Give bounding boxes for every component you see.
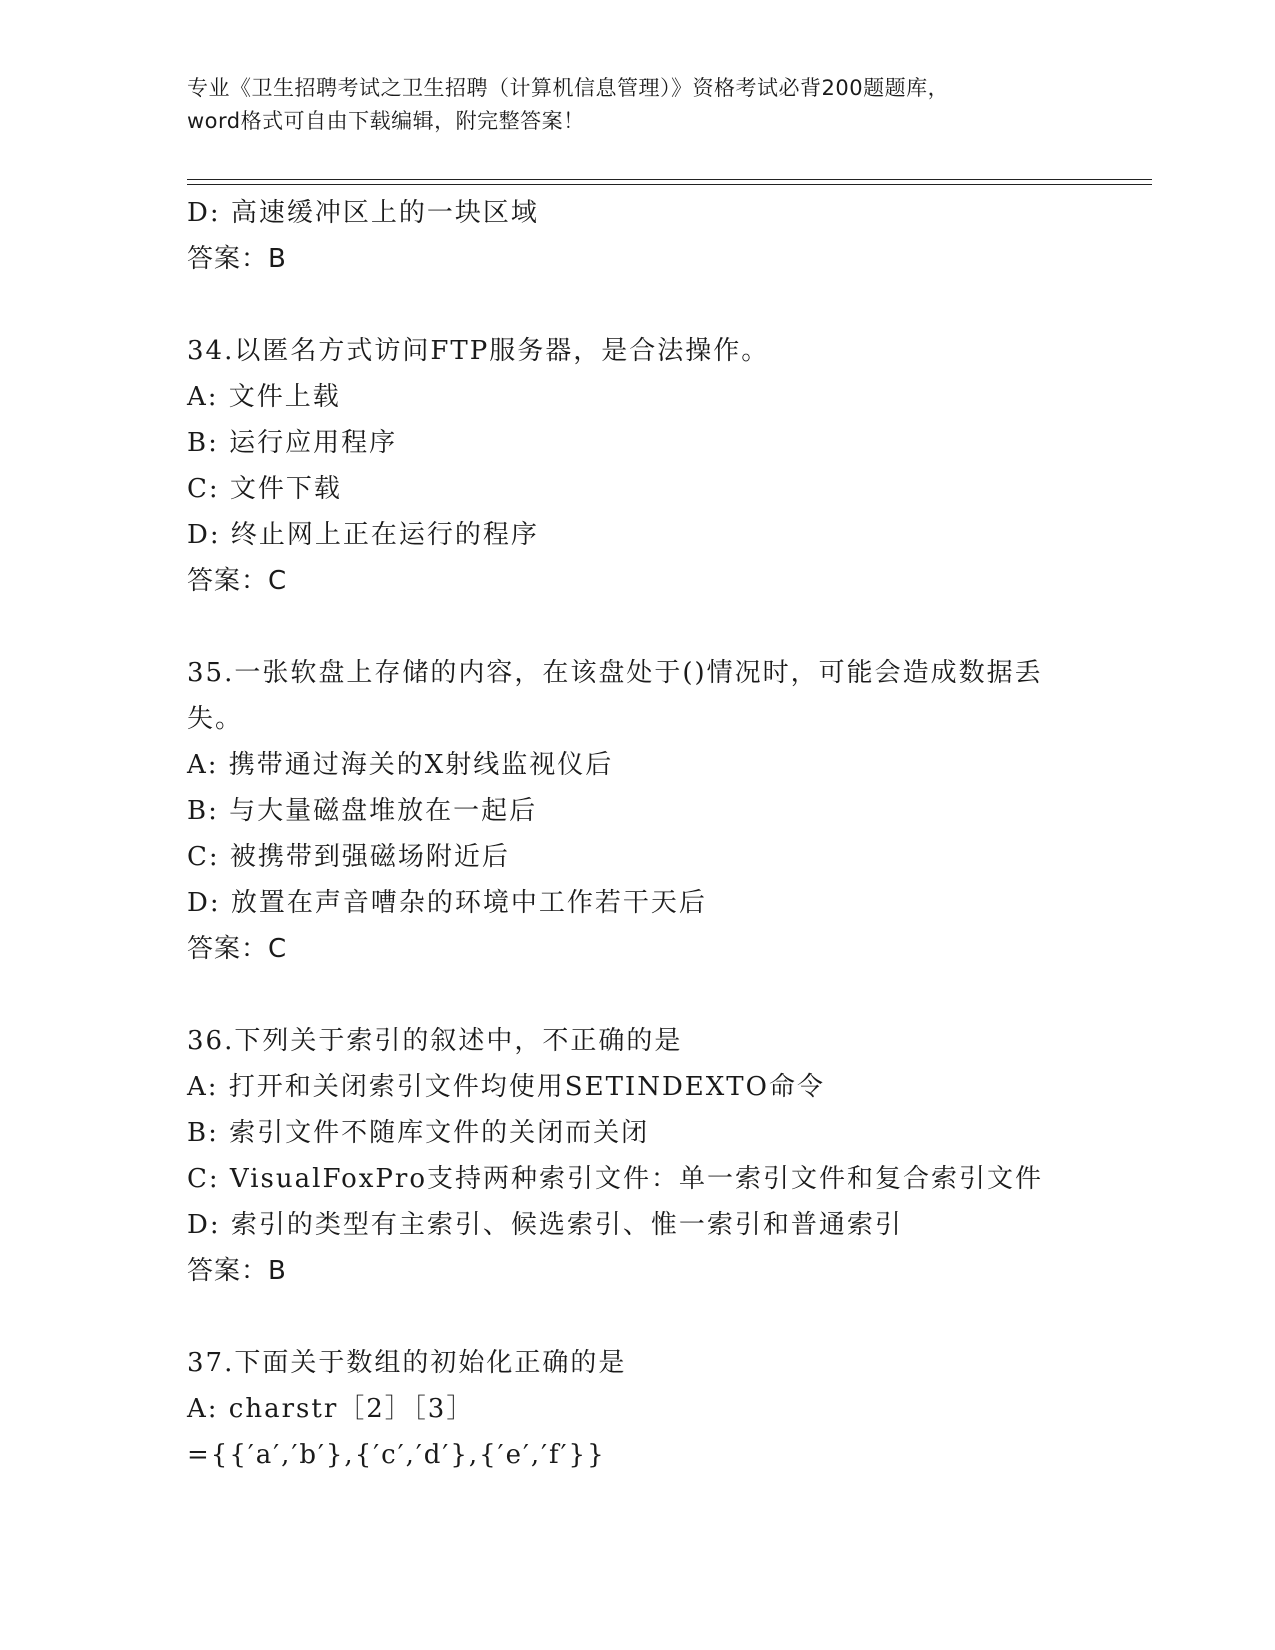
option-d: D: 终止网上正在运行的程序 — [187, 520, 539, 550]
spacer — [187, 282, 1087, 328]
question-content — [187, 190, 1087, 1478]
question-34 — [187, 328, 1087, 604]
question-title-line-2: 失。 — [187, 704, 244, 734]
option-b: B: 与大量磁盘堆放在一起后 — [187, 796, 538, 826]
question-37 — [187, 1340, 1087, 1478]
document-header — [187, 72, 1087, 138]
option-b: B: 索引文件不随库文件的关闭而关闭 — [187, 1118, 650, 1148]
option-a: A: 文件上载 — [187, 382, 341, 412]
header-line-1: 专业《卫生招聘考试之卫生招聘（计算机信息管理）》资格考试必背200题题库， — [187, 76, 950, 100]
option-b: B: 运行应用程序 — [187, 428, 398, 458]
spacer — [187, 1294, 1087, 1340]
spacer — [187, 972, 1087, 1018]
prev-answer: 答案：B — [187, 244, 287, 274]
question-title: 34.以匿名方式访问FTP服务器，是合法操作。 — [187, 336, 770, 366]
spacer — [187, 604, 1087, 650]
option-a: A: 打开和关闭索引文件均使用SETINDEXTO命令 — [187, 1072, 825, 1102]
question-title: 36.下列关于索引的叙述中，不正确的是 — [187, 1026, 683, 1056]
answer: 答案：C — [187, 934, 288, 964]
option-a: A: 携带通过海关的X射线监视仪后 — [187, 750, 614, 780]
option-c: C: VisualFoxPro支持两种索引文件：单一索引文件和复合索引文件 — [187, 1164, 1043, 1194]
option-a-line-2: ={{′a′,′b′},{′c′,′d′},{′e′,′f′}} — [187, 1440, 606, 1470]
answer: 答案：B — [187, 1256, 287, 1286]
option-a-line-1: A: charstr［2］［3］ — [187, 1394, 475, 1424]
header-rule-top — [187, 179, 1152, 180]
option-d: D: 放置在声音嘈杂的环境中工作若干天后 — [187, 888, 707, 918]
question-35 — [187, 650, 1087, 972]
option-d: D: 索引的类型有主索引、候选索引、惟一索引和普通索引 — [187, 1210, 903, 1240]
answer: 答案：C — [187, 566, 288, 596]
question-title: 37.下面关于数组的初始化正确的是 — [187, 1348, 627, 1378]
question-title-line-1: 35.一张软盘上存储的内容，在该盘处于()情况时，可能会造成数据丢 — [187, 658, 1043, 688]
header-line-2: word格式可自由下载编辑，附完整答案！ — [187, 109, 585, 133]
header-rule-bottom — [187, 184, 1152, 185]
option-c: C: 文件下载 — [187, 474, 342, 504]
option-c: C: 被携带到强磁场附近后 — [187, 842, 510, 872]
question-36 — [187, 1018, 1087, 1294]
prev-option-d: D: 高速缓冲区上的一块区域 — [187, 198, 539, 228]
